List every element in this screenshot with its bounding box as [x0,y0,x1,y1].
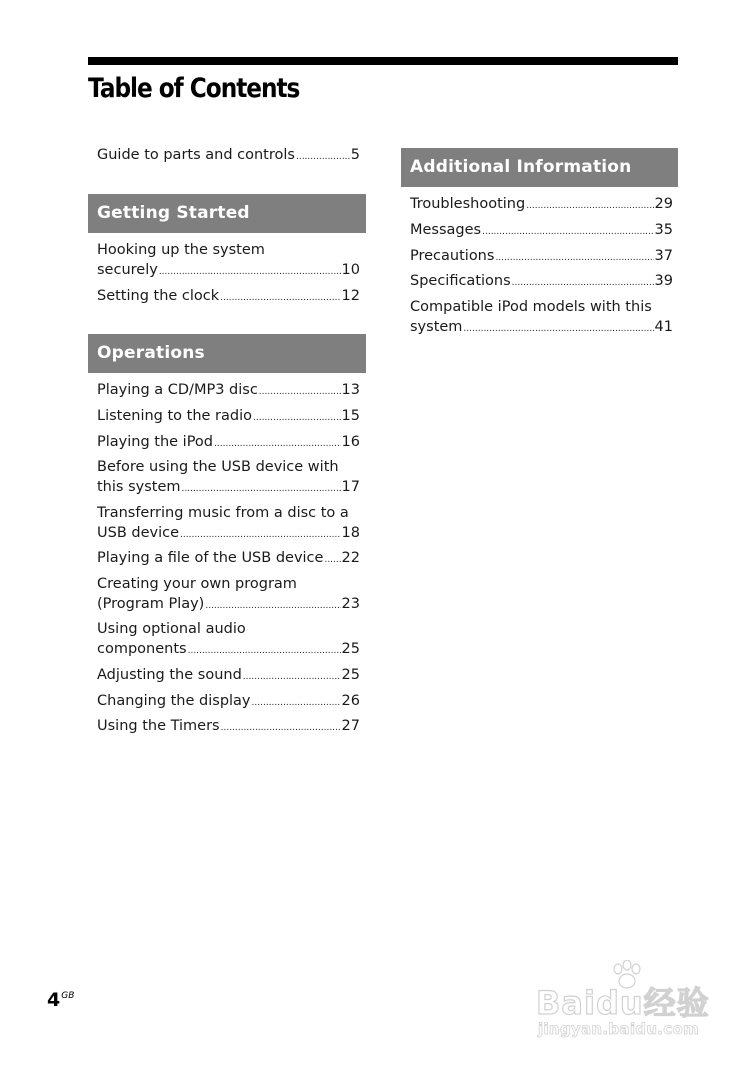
toc-page-number: 23 [341,596,360,612]
toc-entry-messages[interactable] [410,220,673,242]
page-title: Table of Contents [88,73,300,104]
page-number-suffix: GB [61,991,75,1001]
leader-dots [205,596,340,616]
toc-entry-transferring[interactable] [97,503,360,545]
toc-entry-text: Creating your own program [97,576,297,592]
toc-entry-text: Hooking up the system [97,242,265,258]
toc-entry-program-play[interactable] [97,574,360,616]
toc-entry-playing-cd[interactable] [97,380,360,402]
toc-page-number: 5 [350,147,360,163]
leader-dots [180,525,341,545]
toc-entry-text: this system [97,479,181,495]
toc-entry-text: (Program Play) [97,596,205,612]
toc-entry-text: Before using the USB device with [97,459,339,475]
toc-entry-text: Using optional audio [97,621,246,637]
toc-entry-troubleshooting[interactable] [410,194,673,216]
watermark-url: jingyan.baidu.com [538,1020,700,1038]
toc-page-number: 25 [341,667,360,683]
toc-entry-text: Playing the iPod [97,434,214,450]
leader-dots [482,222,653,242]
leader-dots [220,288,340,308]
toc-entry-text: Listening to the radio [97,408,253,424]
leader-dots [463,319,653,339]
baidu-watermark [532,960,716,1050]
leader-dots [324,550,340,570]
section-header-additional-information: Additional Information [401,148,678,187]
toc-entry-timers[interactable] [97,716,360,738]
toc-entry-text: Compatible iPod models with this [410,299,652,315]
leader-dots [214,434,341,454]
toc-entry-text: Specifications [410,273,511,289]
toc-entry-text: Transferring music from a disc to a [97,505,349,521]
toc-entry-text: components [97,641,187,657]
toc-entry-radio[interactable] [97,406,360,428]
toc-entry-text: Adjusting the sound [97,667,242,683]
section-header-getting-started: Getting Started [88,194,366,233]
leader-dots [221,718,341,738]
toc-entry-text: USB device [97,525,180,541]
toc-page-number: 37 [654,248,673,264]
leader-dots [296,147,350,167]
leader-dots [252,693,341,713]
toc-entry-text: Playing a file of the USB device [97,550,324,566]
toc-entry-text: system [410,319,463,335]
leader-dots [159,262,341,282]
toc-entry-text: Using the Timers [97,718,220,734]
toc-entry-text: Messages [410,222,482,238]
toc-entry-text: Playing a CD/MP3 disc [97,382,258,398]
toc-entry-compatible-ipod[interactable] [410,297,673,339]
toc-page-number: 26 [341,693,360,709]
top-rule [88,57,678,65]
toc-entry-text: Setting the clock [97,288,220,304]
toc-entry-text: Precautions [410,248,495,264]
leader-dots [495,248,653,268]
leader-dots [182,479,341,499]
toc-entry-text: Changing the display [97,693,251,709]
toc-page-number: 41 [654,319,673,335]
watermark-brand: Baidu经验 [536,984,710,1022]
toc-page-number: 15 [341,408,360,424]
toc-page-number: 17 [341,479,360,495]
leader-dots [243,667,341,687]
toc-page-number: 25 [341,641,360,657]
toc-entry-setting-clock[interactable] [97,286,360,308]
page-number-value: 4 [47,989,61,1011]
toc-entry-precautions[interactable] [410,246,673,268]
leader-dots [526,196,653,216]
toc-entry-text: Guide to parts and controls [97,147,295,163]
toc-page-number: 13 [341,382,360,398]
toc-page-number: 16 [341,434,360,450]
toc-entry-text: securely [97,262,158,278]
section-header-operations: Operations [88,334,366,373]
page-number [47,989,74,1011]
toc-entry-before-usb[interactable] [97,457,360,499]
toc-entry-playing-usb-file[interactable] [97,548,360,570]
toc-entry-changing-display[interactable] [97,691,360,713]
toc-page-number: 22 [341,550,360,566]
leader-dots [253,408,341,428]
toc-page-number: 12 [341,288,360,304]
toc-page-number: 35 [654,222,673,238]
toc-entry-optional-audio[interactable] [97,619,360,661]
toc-page-number: 27 [341,718,360,734]
leader-dots [259,382,341,402]
leader-dots [188,641,341,661]
toc-page-number: 29 [654,196,673,212]
toc-entry-ipod[interactable] [97,432,360,454]
toc-page-number: 18 [341,525,360,541]
toc-page-number: 10 [341,262,360,278]
toc-entry-specifications[interactable] [410,271,673,293]
toc-page-number: 39 [654,273,673,289]
toc-entry-text: Troubleshooting [410,196,526,212]
toc-entry-adjusting-sound[interactable] [97,665,360,687]
toc-entry-guide[interactable] [97,145,360,167]
leader-dots [512,273,654,293]
toc-entry-hooking-up[interactable] [97,240,360,282]
